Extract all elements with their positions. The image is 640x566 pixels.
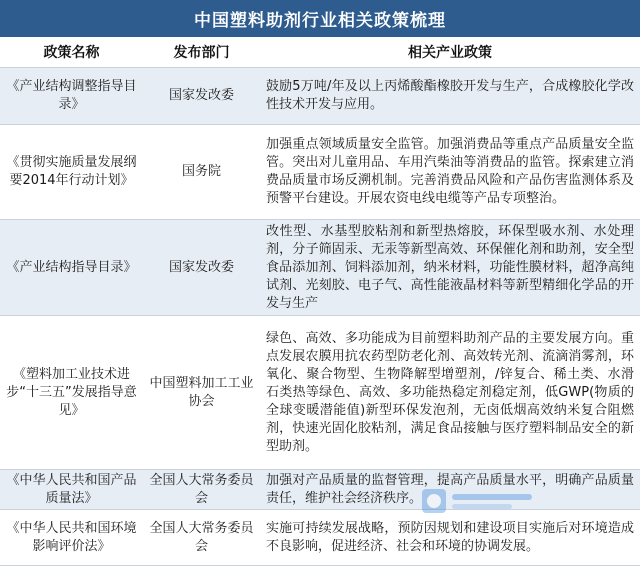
department-cell: 国家发改委 (143, 220, 260, 316)
table-row (0, 316, 640, 470)
column-header-department: 发布部门 (143, 37, 260, 68)
department-cell: 全国人大常务委员会 (143, 510, 260, 566)
department-cell: 国务院 (143, 125, 260, 220)
table-row (0, 125, 640, 220)
department-cell: 国家发改委 (143, 68, 260, 125)
table-row (0, 220, 640, 316)
table-row (0, 510, 640, 566)
policy-name-cell: 《贯彻实施质量发展纲要2014年行动计划》 (0, 125, 143, 220)
table-header-row (0, 37, 640, 68)
policy-content-cell: 鼓励5万吨/年及以上丙烯酸酯橡胶开发与生产，合成橡胶化学改性技术开发与应用。 (260, 68, 640, 125)
policy-name-cell: 《中华人民共和国环境影响评价法》 (0, 510, 143, 566)
policy-name-cell: 《塑料加工业技术进步“十三五”发展指导意见》 (0, 316, 143, 470)
policy-name-cell: 《中华人民共和国产品质量法》 (0, 470, 143, 510)
policy-content-cell: 实施可持续发展战略，预防因规划和建设项目实施后对环境造成不良影响，促进经济、社会和环境的协调发展。 (260, 510, 640, 566)
table-row (0, 470, 640, 510)
policy-content-cell: 绿色、高效、多功能成为目前塑料助剂产品的主要发展方向。重点发展农膜用抗农药型防老化剂、高效转光剂、流滴消雾剂，环氧化、聚合物型、生物降解型增塑剂，/锌复合、稀土类、水滑石类热等绿色、高效、多功能热稳定剂稳定剂，低GWP(物质的全球变暖潜能值)新型环保发泡剂，无卤低烟高效纳米复合阻燃剂，快速光固化胶粘剂，满足食品接触与医疗塑料制品安全的新型助剂。 (260, 316, 640, 470)
policy-table (0, 37, 640, 566)
table-row (0, 68, 640, 125)
page-title: 中国塑料助剂行业相关政策梳理 (0, 0, 640, 37)
policy-content-cell: 加强对产品质量的监督管理，提高产品质量水平，明确产品质量责任，维护社会经济秩序。 (260, 470, 640, 510)
department-cell: 全国人大常务委员会 (143, 470, 260, 510)
policy-content-cell: 加强重点领域质量安全监管。加强消费品等重点产品质量安全监管。突出对儿童用品、车用汽柴油等消费品的监管。探索建立消费品质量市场反溯机制。完善消费品风险和产品伤害监测体系及预警平台建设。开展农资电线电缆等产品专项整治。 (260, 125, 640, 220)
policy-name-cell: 《产业结构指导目录》 (0, 220, 143, 316)
column-header-policy-name: 政策名称 (0, 37, 143, 68)
policy-content-cell: 改性型、水基型胶粘剂和新型热熔胶，环保型吸水剂、水处理剂，分子筛固汞、无汞等新型高效、环保催化剂和助剂，安全型食品添加剂、饲料添加剂，纳米材料，功能性膜材料，超净高纯试剂、光刻胶、电子气、高性能液晶材料等新型精细化学品的开发与生产 (260, 220, 640, 316)
department-cell: 中国塑料加工工业协会 (143, 316, 260, 470)
policy-name-cell: 《产业结构调整指导目录》 (0, 68, 143, 125)
column-header-related-policy: 相关产业政策 (260, 37, 640, 68)
